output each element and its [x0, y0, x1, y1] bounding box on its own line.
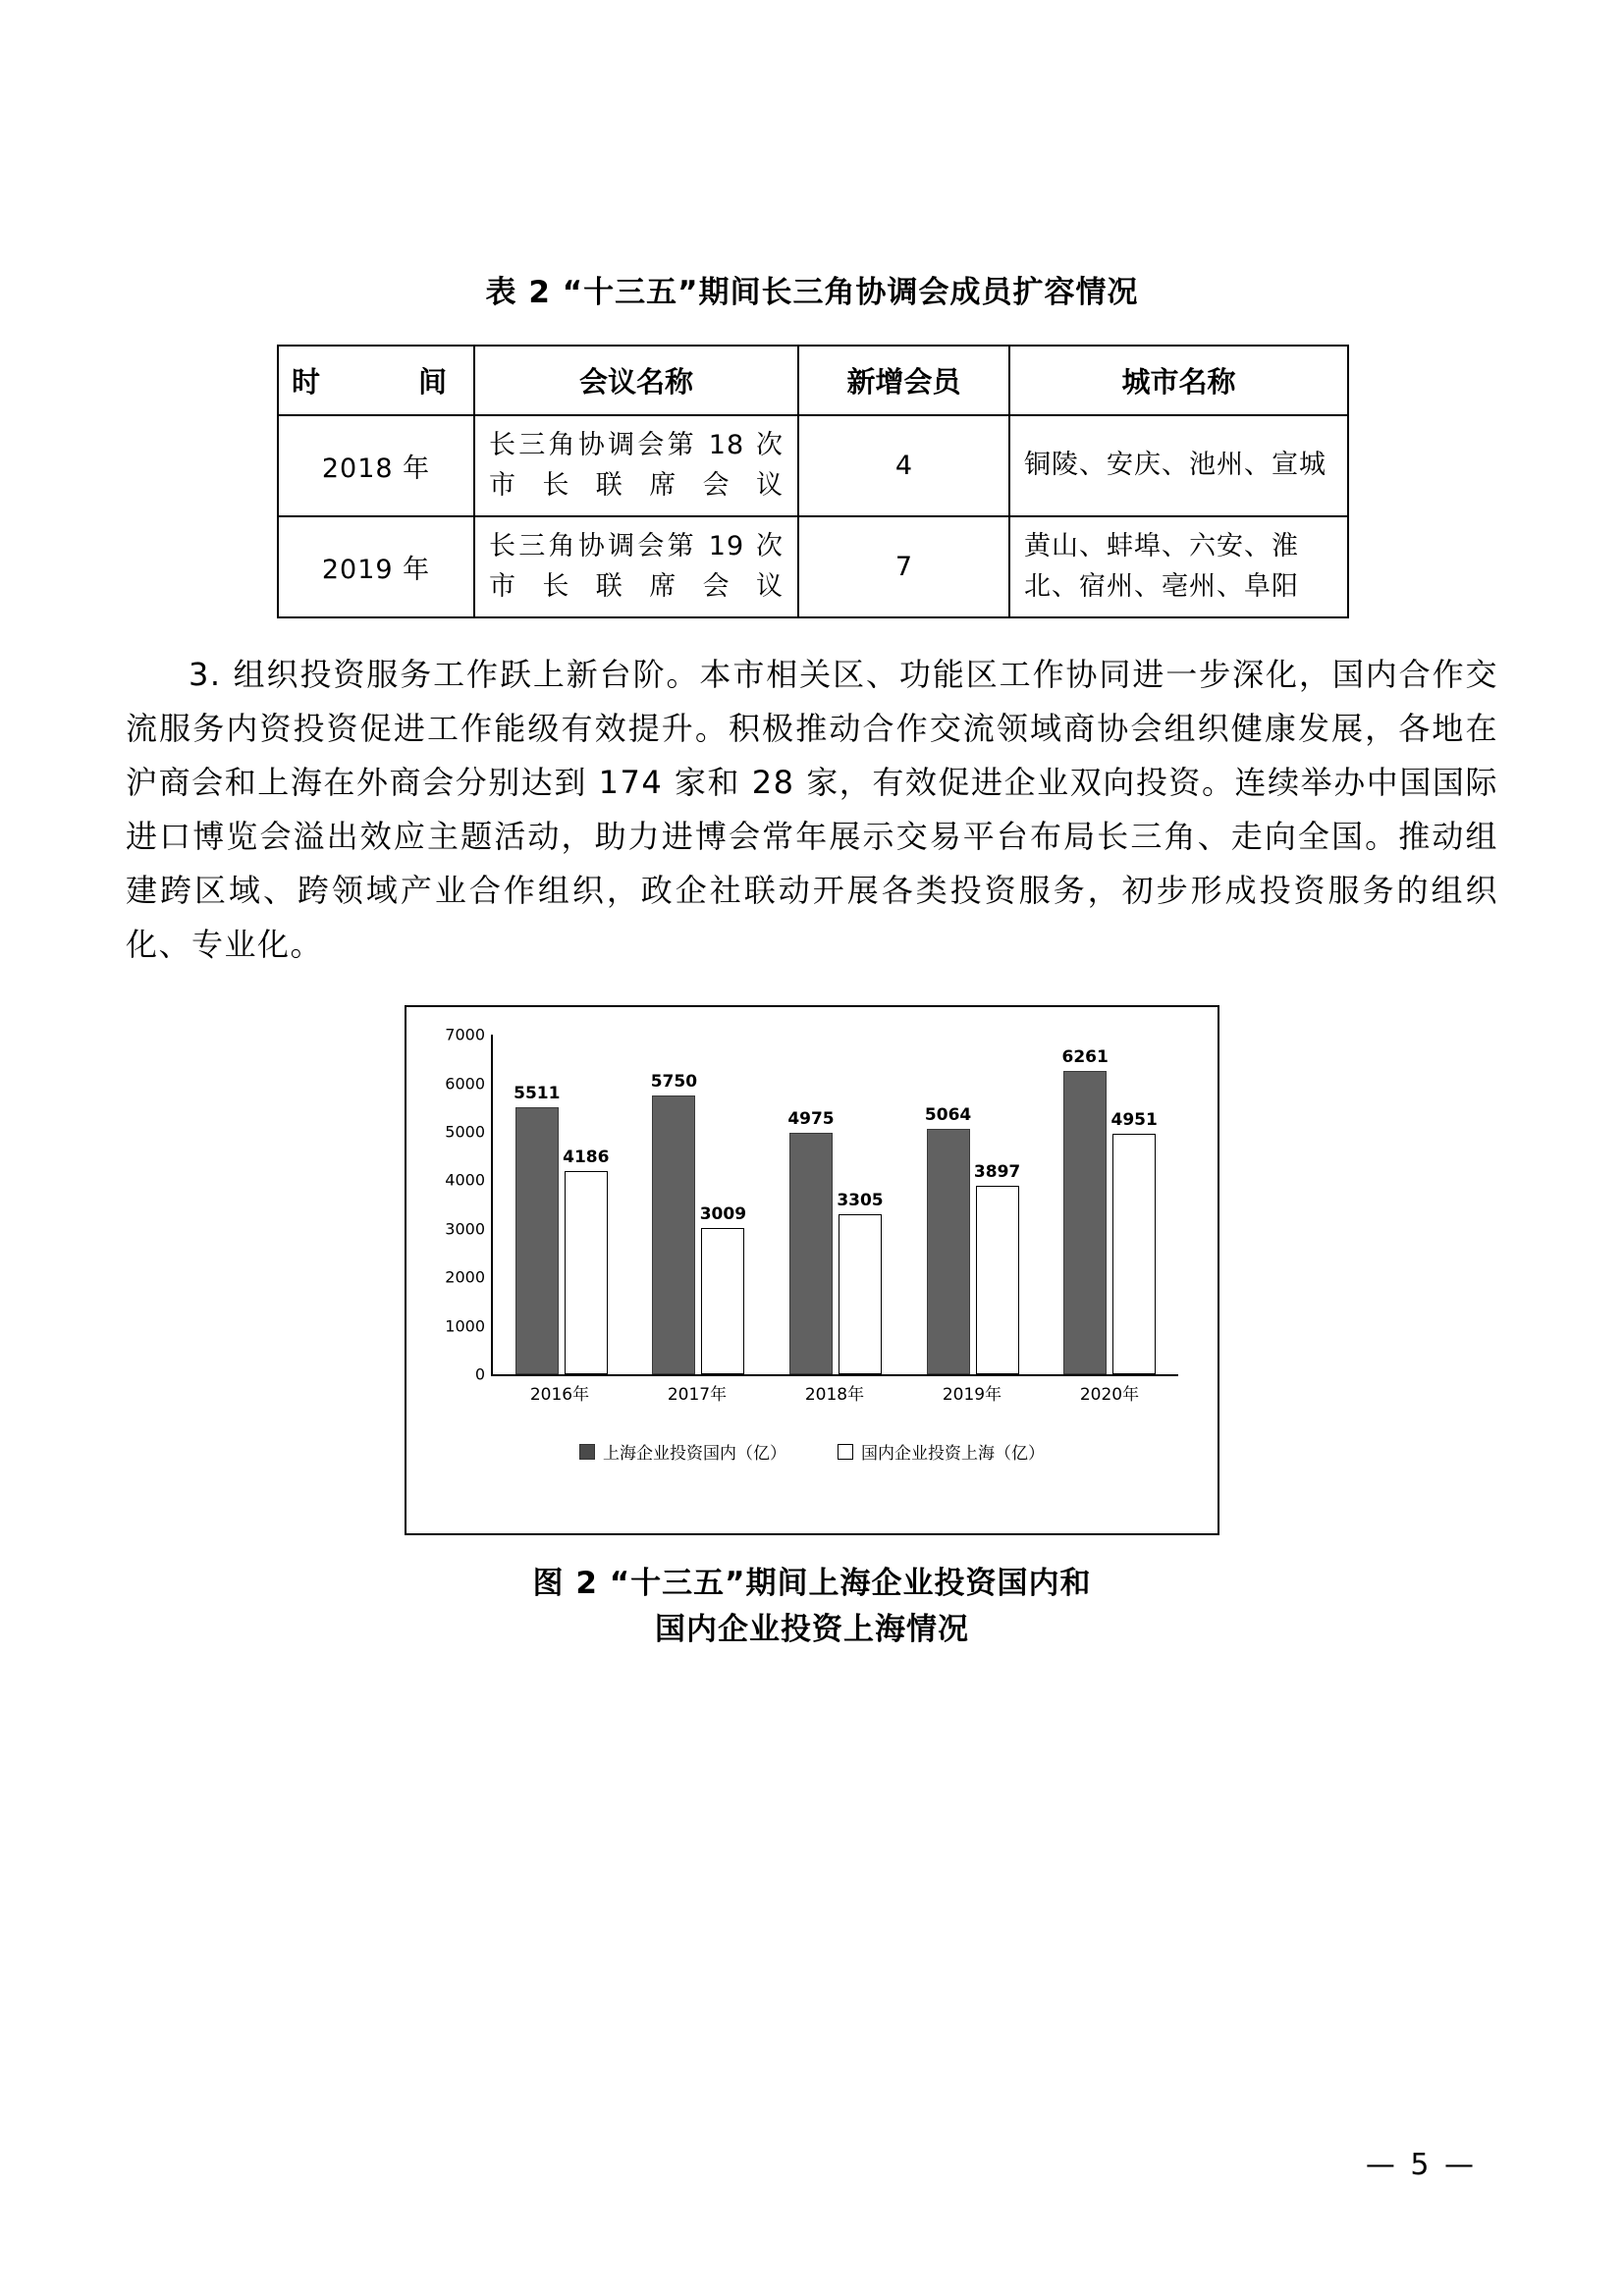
y-tick: 0	[474, 1364, 485, 1384]
bar-value-label: 5750	[650, 1071, 698, 1092]
chart-inner	[406, 1007, 1218, 1533]
bar-value-label: 4951	[1110, 1110, 1158, 1131]
y-tick: 2000	[445, 1267, 485, 1287]
table-container	[277, 345, 1347, 618]
chart-legend	[406, 1439, 1218, 1464]
y-tick: 3000	[445, 1219, 485, 1239]
chart-plot-area	[445, 1025, 1178, 1384]
bar-series2	[563, 1148, 610, 1374]
cell-time: 2018 年	[278, 415, 474, 516]
table-caption: 表 2 “十三五”期间长三角协调会成员扩容情况	[485, 275, 1139, 310]
cell-cities: 铜陵、安庆、池州、宣城	[1009, 415, 1348, 516]
bar-group	[1063, 1035, 1156, 1374]
table-row	[278, 415, 1348, 516]
legend-label: 上海企业投资国内（亿）	[603, 1444, 786, 1465]
legend-item-series2	[838, 1439, 1045, 1464]
x-tick-label: 2017年	[667, 1385, 728, 1406]
column-header-time: 时 间	[278, 346, 474, 415]
cell-cities: 黄山、蚌埠、六安、淮北、宿州、亳州、阜阳	[1009, 516, 1348, 617]
column-header-new-members: 新增会员	[798, 346, 1009, 415]
bar-value-label: 5064	[924, 1104, 972, 1125]
x-tick-label: 2018年	[804, 1385, 865, 1406]
legend-item-series1	[579, 1439, 786, 1464]
legend-swatch-icon	[579, 1444, 595, 1460]
bar-group	[789, 1035, 882, 1374]
y-tick: 6000	[445, 1074, 485, 1094]
y-tick: 5000	[445, 1122, 485, 1142]
y-tick: 4000	[445, 1170, 485, 1190]
cell-meeting: 长三角协调会第 18 次市长联席会议	[474, 415, 798, 516]
legend-swatch-icon	[838, 1444, 853, 1460]
bar-value-label: 4975	[787, 1109, 835, 1130]
cell-new-members: 7	[798, 516, 1009, 617]
cell-new-members: 4	[798, 415, 1009, 516]
table-header-row	[278, 346, 1348, 415]
bar-group	[515, 1035, 608, 1374]
bar-series2	[1110, 1110, 1158, 1374]
bar-value-label: 6261	[1061, 1046, 1109, 1067]
cell-time: 2019 年	[278, 516, 474, 617]
legend-label: 国内企业投资上海（亿）	[861, 1444, 1045, 1465]
figure-caption-line2: 国内企业投资上海情况	[655, 1611, 969, 1647]
cell-meeting: 长三角协调会第 19 次市长联席会议	[474, 516, 798, 617]
bar-value-label: 3897	[973, 1161, 1021, 1182]
figure-chart	[405, 1005, 1219, 1535]
bar-series1	[787, 1109, 835, 1374]
x-tick-label: 2019年	[942, 1385, 1002, 1406]
chart-x-axis-labels	[491, 1380, 1178, 1405]
table-row	[278, 516, 1348, 617]
y-tick: 1000	[445, 1316, 485, 1336]
column-header-cities: 城市名称	[1009, 346, 1348, 415]
member-expansion-table	[277, 345, 1349, 618]
chart-bar-groups	[493, 1035, 1178, 1374]
page-number: — 5 —	[1365, 2148, 1477, 2182]
bar-value-label: 3305	[837, 1190, 884, 1210]
bar-series2	[973, 1161, 1021, 1375]
y-tick: 7000	[445, 1025, 485, 1044]
bar-series2	[837, 1190, 884, 1374]
figure-caption-line1: 图 2 “十三五”期间上海企业投资国内和	[532, 1566, 1092, 1602]
x-tick-label: 2016年	[529, 1385, 590, 1406]
bar-group	[650, 1035, 747, 1374]
bar-series1	[924, 1104, 972, 1374]
bar-value-label: 3009	[699, 1204, 747, 1225]
x-tick-label: 2020年	[1079, 1385, 1140, 1406]
bar-value-label: 5511	[514, 1083, 561, 1103]
bar-value-label: 4186	[563, 1148, 610, 1168]
bar-series2	[699, 1204, 747, 1374]
bar-series1	[650, 1071, 698, 1374]
bar-series1	[1061, 1046, 1109, 1374]
figure-caption	[321, 1561, 1303, 1652]
body-paragraph: 3. 组织投资服务工作跃上新台阶。本市相关区、功能区工作协同进一步深化，国内合作交流服务内资投资促进工作能级有效提升。积极推动合作交流领域商协会组织健康发展，各地在沪商会和上海在外商会分别达到 174 家和 28 家，有效促进企业双向投资。连续举办中国国际进口博览会溢出效应主题活动，助力进博会常年展示交易平台布局长三角、走向全国。推动组建跨区域、跨领域产业合作组织，政企社联动开展各类投资服务，初步形成投资服务的组织化、专业化。	[126, 656, 1498, 964]
column-header-meeting: 会议名称	[474, 346, 798, 415]
bar-series1	[514, 1083, 561, 1374]
bar-group	[924, 1035, 1021, 1374]
